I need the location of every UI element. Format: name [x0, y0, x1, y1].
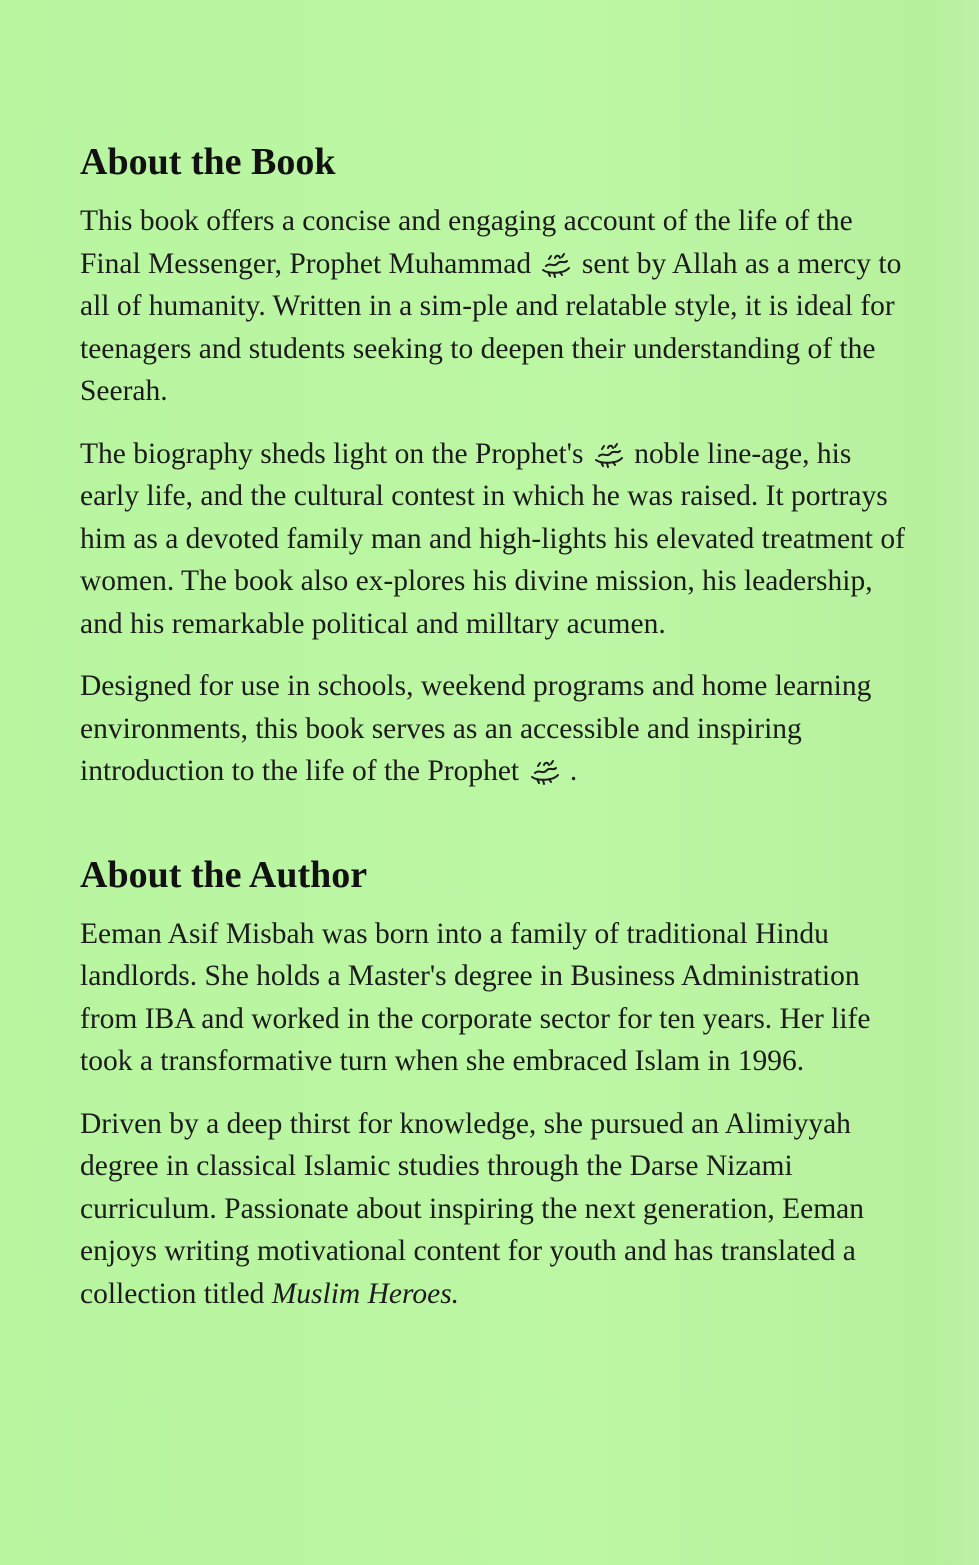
about-author-paragraph-1: Eeman Asif Misbah was born into a family of traditional Hindu landlords. She holds a Master's degree in Business Administration from IBA and worked in the corporate sector for ten years. Her life took a transformative turn when she embraced Islam in 1996.	[80, 917, 871, 1077]
about-book-paragraph-1	[80, 200, 910, 413]
about-author-heading: About the Author	[80, 853, 368, 896]
text-run: Designed for use in schools, weekend programs and home learning environments, this book serves as an accessible and inspiring introduction to the life of the Prophet	[80, 670, 872, 787]
text-run: .	[562, 755, 578, 787]
pbuh-calligraphy-icon	[529, 759, 561, 785]
text-run: Driven by a deep thirst for knowledge, she pursued an Alimiyyah degree in classical Islamic studies through the Darse Nizami curriculum. Passionate about inspiring the next generation, Eeman enjoys writing motivational content for youth and has translated a collection titled	[80, 1107, 864, 1310]
pbuh-calligraphy-icon	[540, 252, 572, 278]
pbuh-calligraphy-icon	[593, 442, 625, 468]
cover-edge-shading	[939, 0, 979, 1565]
cover-text	[80, 138, 910, 1335]
book-title-muslim-heroes: Muslim Heroes.	[271, 1277, 460, 1310]
text-run: The biography sheds light on the Prophet's	[80, 437, 584, 470]
about-book-heading: About the Book	[80, 141, 336, 183]
about-book-paragraph-2	[80, 433, 910, 646]
about-book-paragraph-3	[80, 665, 910, 793]
text-run: sent by Allah as a mercy to all of humanity. Written in a sim-ple and relatable style, it is ideal for teenagers and students seeking to deepen their understanding of the Seerah.	[80, 247, 902, 407]
text-run: This book offers a concise and engaging account of the life of the Final Messenger, Prophet Muhammad	[80, 205, 853, 280]
about-author-paragraph-2	[80, 1103, 910, 1316]
text-run: noble line-age, his early life, and the cultural contest in which he was raised. It portrays him as a devoted family man and high-lights his elevated treatment of women. The book also ex-plores his divine mission, his leadership, and his remarkable political and milltary acumen.	[80, 437, 905, 640]
about-author-section	[80, 851, 910, 1316]
about-book-section	[80, 138, 910, 793]
